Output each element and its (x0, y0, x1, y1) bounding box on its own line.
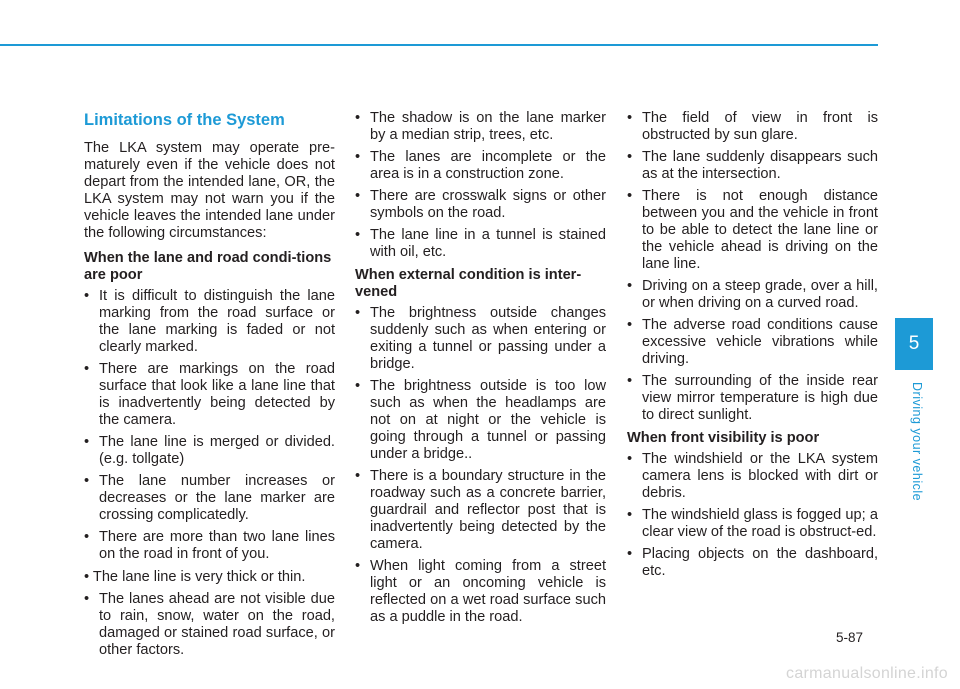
section-title: Limitations of the System (84, 111, 285, 129)
list-item-text: There are crosswalk signs or other symbols on the road. (370, 188, 606, 221)
bullet-icon: • (355, 558, 361, 574)
list-item (627, 149, 878, 183)
list-item-text: The lane suddenly disappears such as at the intersection. (642, 149, 878, 182)
list-item-text: It is difficult to distinguish the lane marking from the road surface or the lane marking is faded or not clearly marked. (99, 288, 335, 355)
list-item-text: There is a boundary structure in the roadway such as a concrete barrier, guardrail and reflector post that is inadvertently being detected by the camera. (370, 468, 606, 552)
bullet-icon: • (627, 451, 633, 467)
intro-paragraph: The LKA system may operate pre-maturely even if the vehicle does not depart from the intended lane, OR, the LKA system may not warn you if the vehicle leaves the intended lane under the following circumstances: (84, 140, 335, 241)
list-item-text: The shadow is on the lane marker by a median strip, trees, etc. (370, 110, 606, 143)
list-item (355, 149, 606, 183)
external-condition-list (355, 305, 606, 626)
page-number: 5-87 (836, 630, 864, 645)
list-item (627, 373, 878, 424)
list-item (355, 305, 606, 373)
bullet-icon: • (355, 227, 361, 243)
column-3 (627, 110, 878, 586)
list-item-text: The windshield glass is fogged up; a clear view of the road is obstruct-ed. (642, 507, 878, 540)
list-item (84, 473, 335, 524)
bullet-icon: • (355, 378, 361, 394)
list-item (355, 558, 606, 626)
bullet-icon: • (355, 110, 361, 126)
list-item (627, 188, 878, 273)
list-item-text: The lane number increases or decreases or the lane marker are crossing complicatedly. (99, 473, 335, 523)
bullet-icon: • (84, 473, 90, 489)
lane-condition-list-continued (84, 591, 335, 659)
bullet-icon: • (627, 373, 633, 389)
bullet-icon: • (355, 149, 361, 165)
chapter-label: Driving your vehicle (910, 382, 924, 502)
list-item-text: Placing objects on the dashboard, etc. (642, 546, 878, 579)
bullet-icon: • (355, 305, 361, 321)
bullet-icon: • (627, 546, 633, 562)
list-item (355, 227, 606, 261)
list-item (355, 468, 606, 553)
bullet-icon: • (627, 317, 633, 333)
column-2 (355, 110, 606, 632)
list-item (84, 361, 335, 429)
list-item-text: When light coming from a street light or an oncoming vehicle is reflected on a wet road surface such as a puddle in the road. (370, 558, 606, 625)
column-1 (84, 110, 335, 665)
list-item-text: The lane line in a tunnel is stained with oil, etc. (370, 227, 606, 260)
bullet-icon: • (627, 278, 633, 294)
watermark: carmanualsonline.info (786, 665, 948, 682)
list-item (84, 591, 335, 659)
list-item (355, 110, 606, 144)
list-item (84, 529, 335, 563)
list-item-text: There are markings on the road surface that look like a lane line that is inadvertently being detected by the camera. (99, 361, 335, 428)
list-item (84, 288, 335, 356)
bullet-icon: • (84, 361, 90, 377)
bullet-icon: • (84, 434, 90, 450)
bullet-icon: • (627, 149, 633, 165)
list-item-text: The brightness outside changes suddenly such as when entering or exiting a tunnel or passing under a bridge. (370, 305, 606, 372)
lane-condition-heading: When the lane and road condi-tions are poor (84, 250, 332, 283)
list-item-text: The lane line is merged or divided. (e.g. tollgate) (99, 434, 335, 467)
list-item (355, 188, 606, 222)
list-item (627, 451, 878, 502)
top-rule (0, 44, 878, 46)
bullet-icon: • (627, 507, 633, 523)
external-condition-heading: When external condition is inter-vened (355, 267, 582, 300)
bullet-icon: • (84, 529, 90, 545)
bullet-icon: • (84, 288, 90, 304)
bullet-icon: • (355, 468, 361, 484)
list-item-text: The windshield or the LKA system camera lens is blocked with dirt or debris. (642, 451, 878, 501)
list-item-text: Driving on a steep grade, over a hill, or when driving on a curved road. (642, 278, 878, 311)
lane-condition-list-col2 (355, 110, 606, 261)
list-item-text: The lanes are incomplete or the area is in a construction zone. (370, 149, 606, 182)
list-item (627, 110, 878, 144)
bullet-icon: • (355, 188, 361, 204)
external-condition-list-col3 (627, 110, 878, 424)
list-item (627, 546, 878, 580)
bullet-icon: • (84, 591, 90, 607)
list-item (627, 317, 878, 368)
bullet-icon: • (627, 188, 633, 204)
front-visibility-list (627, 451, 878, 580)
chapter-tab: 5 (895, 318, 933, 370)
list-item (355, 378, 606, 463)
list-item-text: There are more than two lane lines on the road in front of you. (99, 529, 335, 562)
list-item (84, 434, 335, 468)
list-item-text: The surrounding of the inside rear view mirror temperature is high due to direct sunlight. (642, 373, 878, 423)
lane-condition-list (84, 288, 335, 563)
list-item-text: The field of view in front is obstructed by sun glare. (642, 110, 878, 143)
list-item-text: The brightness outside is too low such as when the headlamps are not on at night or the vehicle is going through a tunnel or passing under a bridge.. (370, 378, 606, 462)
list-item-text: The adverse road conditions cause excessive vehicle vibrations while driving. (642, 317, 878, 367)
bullet-icon: • (627, 110, 633, 126)
list-item (627, 278, 878, 312)
list-item-plain: • The lane line is very thick or thin. (84, 569, 306, 585)
list-item (627, 507, 878, 541)
list-item-text: There is not enough distance between you and the vehicle in front to be able to detect the lane line or the vehicle ahead is driving on the lane line. (642, 188, 878, 272)
front-visibility-heading: When front visibility is poor (627, 430, 820, 446)
list-item-text: The lanes ahead are not visible due to rain, snow, water on the road, damaged or stained road surface, or other factors. (99, 591, 335, 658)
